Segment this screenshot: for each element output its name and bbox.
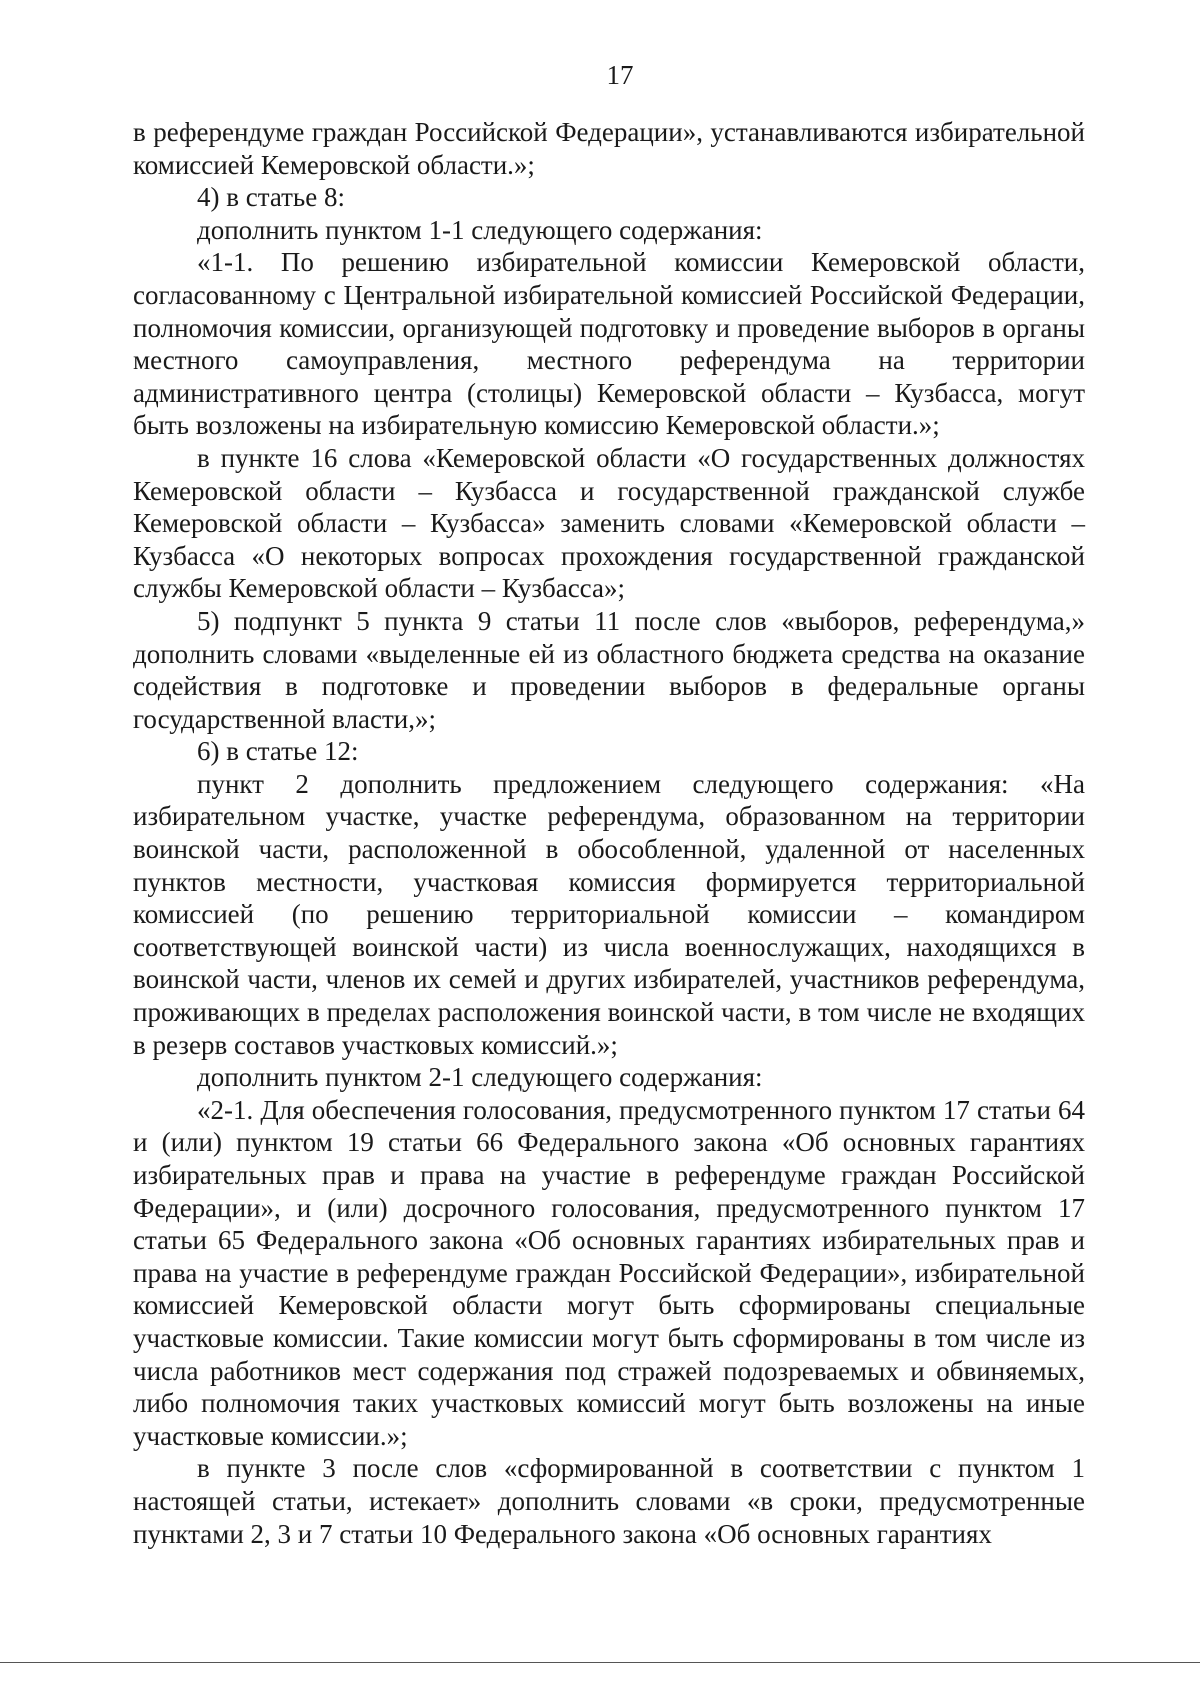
paragraph-3: дополнить пунктом 1-1 следующего содержания: [197, 214, 763, 245]
paragraph-2: 4) в статье 8: [197, 182, 345, 213]
paragraph-5: в пункте 16 слова «Кемеровской области «О государственных должностях Кемеровской области – Кузбасса и государственной гражданской службе Кемеровской области – Кузбасса» заменить словами «Кемеровской области – Кузбасса «О некоторых вопросах прохождения государственной гражданской службы Кемеровской области – Кузбасса»; [133, 442, 1085, 604]
page-bottom-rule [0, 1662, 1200, 1663]
paragraph-11: в пункте 3 после слов «сформированной в соответствии с пунктом 1 настоящей статьи, истекает» дополнить словами «в сроки, предусмотренные пунктами 2, 3 и 7 статьи 10 Федерального закона «Об основных гарантиях [133, 1453, 1085, 1549]
paragraph-1: в референдуме граждан Российской Федерации», устанавливаются избирательной комиссией Кемеровской области.»; [133, 117, 1085, 180]
page-number: 17 [606, 60, 634, 90]
paragraph-10: «2-1. Для обеспечения голосования, предусмотренного пунктом 17 статьи 64 и (или) пунктом 19 статьи 66 Федерального закона «Об основных гарантиях избирательных прав и права на участие в референдуме граждан Российской Федерации», и (или) досрочного голосования, предусмотренного пунктом 17 статьи 65 Федерального закона «Об основных гарантиях избирательных прав и права на участие в референдуме граждан Российской Федерации», избирательной комиссией Кемеровской области могут быть сформированы специальные участковые комиссии. Такие комиссии могут быть сформированы в том числе из числа работников мест содержания под стражей подозреваемых и обвиняемых, либо полномочия таких участковых комиссий могут быть возложены на иные участковые комиссии.»; [133, 1094, 1085, 1451]
paragraph-7: 6) в статье 12: [197, 736, 359, 767]
paragraph-9: дополнить пунктом 2-1 следующего содержания: [197, 1062, 763, 1093]
document-body [133, 116, 1085, 1550]
paragraph-8: пункт 2 дополнить предложением следующего содержания: «На избирательном участке, участке референдума, образованном на территории воинской части, расположенной в обособленной, удаленной от населенных пунктов местности, участковая комиссия формируется территориальной комиссией (по решению территориальной комиссии – командиром соответствующей воинской части) из числа военнослужащих, находящихся в воинской части, членов их семей и других избирателей, участников референдума, проживающих в пределах расположения воинской части, в том числе не входящих в резерв составов участковых комиссий.»; [133, 768, 1085, 1060]
paragraph-4: «1-1. По решению избирательной комиссии Кемеровской области, согласованному с Центральной избирательной комиссией Российской Федерации, полномочия комиссии, организующей подготовку и проведение выборов в органы местного самоуправления, местного референдума на территории административного центра (столицы) Кемеровской области – Кузбасса, могут быть возложены на избирательную комиссию Кемеровской области.»; [133, 247, 1085, 441]
paragraph-6: 5) подпункт 5 пункта 9 статьи 11 после слов «выборов, референдума,» дополнить словами «выделенные ей из областного бюджета средства на оказание содействия в подготовке и проведении выборов в федеральные органы государственной власти,»; [133, 605, 1085, 734]
